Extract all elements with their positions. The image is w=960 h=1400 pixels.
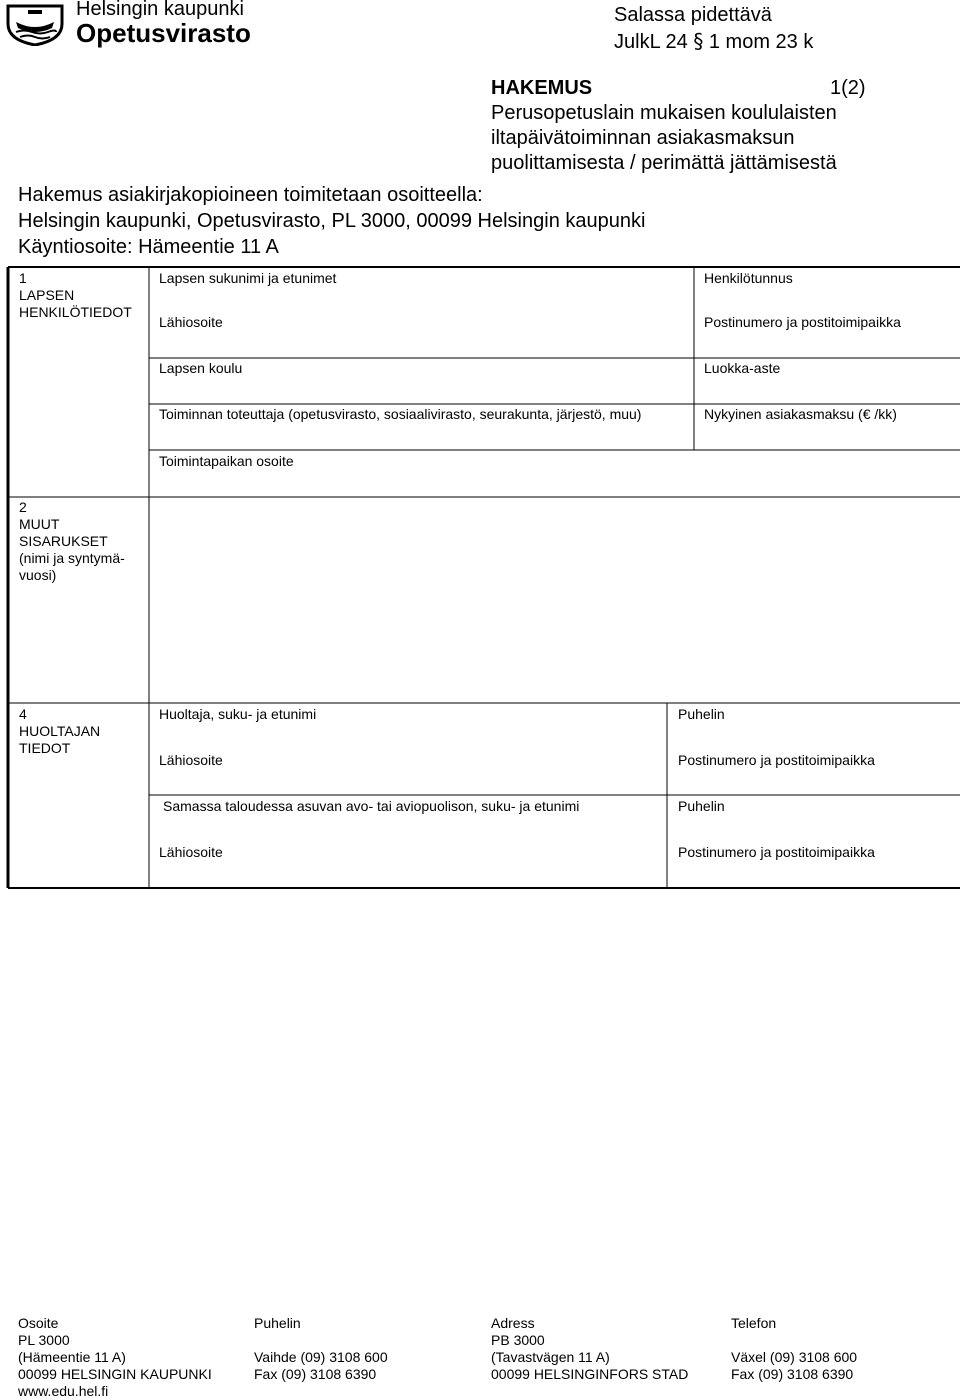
footer-address-fi: Osoite PL 3000 (Hämeentie 11 A) 00099 HELSINGIN KAUPUNKI www.edu.hel.fi	[18, 1315, 212, 1399]
confidentiality-line2: JulkL 24 § 1 mom 23 k	[614, 29, 814, 53]
section-number: 2	[19, 499, 27, 515]
guardian-name-field[interactable]: Huoltaja, suku- ja etunimi	[159, 706, 317, 722]
section-sign-icon: §	[693, 29, 704, 53]
child-grade-field[interactable]: Luokka-aste	[704, 360, 781, 376]
euro-icon: €	[862, 406, 871, 422]
form-title: HAKEMUS	[491, 77, 593, 99]
guardian-postal-field[interactable]: Postinumero ja postitoimipaikka	[678, 752, 875, 768]
child-address-field[interactable]: Lähiosoite	[159, 314, 223, 330]
section-number: 1	[19, 270, 27, 286]
form-subtitle: Perusopetuslain mukaisen koululaisten iltapäivätoiminnan asiakasmaksun puolittamisesta / perimättä jättämisestä	[491, 102, 837, 174]
footer-address-sv: Adress PB 3000 (Tavastvägen 11 A) 00099 HELSINGINFORS STAD	[491, 1315, 689, 1382]
child-ssn-field[interactable]: Henkilötunnus	[704, 270, 793, 286]
website-link[interactable]: www.edu.hel.fi	[18, 1383, 109, 1399]
spouse-address-field[interactable]: Lähiosoite	[159, 844, 223, 860]
spouse-name-field[interactable]: Samassa taloudessa asuvan avo- tai aviopuolison, suku- ja etunimi	[163, 798, 580, 814]
footer-phone-sv: Telefon Växel (09) 3108 600 Fax (09) 3108 6390	[731, 1315, 858, 1382]
guardian-address-field[interactable]: Lähiosoite	[159, 752, 223, 768]
spouse-postal-field[interactable]: Postinumero ja postitoimipaikka	[678, 844, 875, 860]
venue-address-field[interactable]: Toimintapaikan osoite	[159, 453, 294, 469]
child-school-field[interactable]: Lapsen koulu	[159, 360, 243, 376]
submission-instructions: Hakemus asiakirjakopioineen toimitetaan osoitteella: Helsingin kaupunki, Opetusvirasto, PL 3000, 00099 Helsingin kaupunki Käyntiosoite: Hämeentie 11 A	[18, 184, 646, 258]
provider-field[interactable]: Toiminnan toteuttaja (opetusvirasto, sosiaalivirasto, seurakunta, järjestö, muu)	[159, 406, 642, 422]
confidentiality-line1: Salassa pidettävä	[614, 4, 772, 26]
section-guardian-header: 4 HUOLTAJAN TIEDOT	[19, 706, 101, 756]
logo-department-name: Opetusvirasto	[76, 18, 251, 48]
section-siblings-header: 2 MUUT SISARUKSET (nimi ja syntymä- vuosi)	[19, 499, 125, 583]
siblings-input-area[interactable]	[151, 499, 956, 701]
logo-city-name: Helsingin kaupunki	[76, 0, 244, 20]
footer-phone-fi: Puhelin Vaihde (09) 3108 600 Fax (09) 3108 6390	[254, 1315, 388, 1382]
current-fee-field[interactable]: Nykyinen asiakasmaksu (€ /kk)	[704, 406, 897, 422]
section-child-header: 1 LAPSEN HENKILÖTIEDOT	[19, 270, 132, 320]
child-name-field[interactable]: Lapsen sukunimi ja etunimet	[159, 270, 337, 286]
child-postal-field[interactable]: Postinumero ja postitoimipaikka	[704, 314, 901, 330]
section-number: 4	[19, 706, 27, 722]
page-number: 1(2)	[830, 77, 866, 99]
spouse-phone-field[interactable]: Puhelin	[678, 798, 725, 814]
guardian-phone-field[interactable]: Puhelin	[678, 706, 725, 722]
